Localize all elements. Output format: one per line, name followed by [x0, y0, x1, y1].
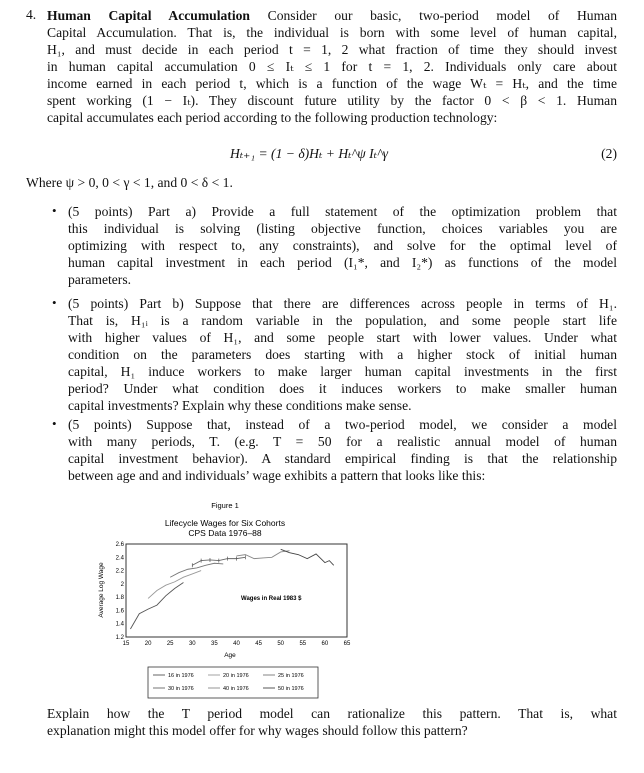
intro-line: Capital Accumulation. That is, the individual is born with some level of human capital,: [47, 25, 617, 40]
x-axis-label: Age: [224, 652, 236, 659]
bullet-icon: •: [52, 416, 57, 431]
intro-text: Consider our basic, two-period model of Human: [267, 8, 617, 23]
where-line: Where ψ > 0, 0 < γ < 1, and 0 < δ < 1.: [26, 175, 233, 190]
legend-box: [148, 667, 318, 698]
bullet-line: period? Under what condition does it induces workers to make smaller human: [68, 381, 617, 396]
x-tick-label: 30: [188, 641, 196, 647]
legend-entry: 40 in 1976: [223, 686, 249, 692]
x-tick-label: 50: [277, 641, 285, 647]
bullet-line: condition on the parameters does starting with a higher stock of initial human: [68, 347, 617, 362]
closing-line: explanation might this model offer for why wages should follow this pattern?: [47, 723, 468, 738]
y-tick-label: 1.8: [115, 595, 124, 602]
bullet-line: this individual is solving (listing objective function, choices variables you are: [68, 221, 617, 236]
chart-subtitle: CPS Data 1976–88: [188, 528, 262, 538]
x-tick-label: 35: [211, 641, 218, 647]
bullet-line: (5 points) Part b) Suppose that there are differences across people in terms of H₁.: [68, 296, 617, 311]
series-line-25-in-1976: [170, 563, 223, 577]
x-tick-label: 65: [343, 641, 351, 647]
legend-entry: 25 in 1976: [278, 673, 304, 679]
bullet-line: That is, H₁ᵢ is a random variable in the population, and some people start life: [68, 313, 617, 328]
bullet-line: parameters.: [68, 272, 132, 287]
bullet-line: with many periods, T. (e.g. T = 50 for a realistic annual model of human: [68, 434, 617, 449]
y-tick-label: 2.4: [115, 555, 124, 562]
problem-title: Human Capital Accumulation: [47, 8, 250, 23]
bullet-line: optimizing with respect to, any constraints), and solve for the optimal level of: [68, 238, 617, 253]
x-tick-label: 15: [122, 641, 130, 647]
bullet-part-c: [52, 416, 617, 484]
equation-number: (2): [601, 146, 617, 161]
bullet-line: human capital investment in each period (I₁*, and I₂*) as functions of the model: [68, 255, 617, 270]
bullet-line: capital, H₁ induce workers to make larger human capital investments in the first: [68, 364, 617, 379]
bullet-line: between age and and individuals’ wage exhibits a pattern that looks like this:: [68, 468, 486, 483]
closing-question: [47, 705, 617, 739]
lifecycle-wage-figure: [0, 492, 644, 704]
bullet-part-a: [52, 203, 617, 288]
legend-entry: 20 in 1976: [223, 673, 249, 679]
legend-entry: 30 in 1976: [168, 686, 194, 692]
intro-line: H₁, and must decide in each period t = 1, 2 what fraction of time they should invest: [47, 42, 617, 57]
bullet-icon: •: [52, 203, 57, 218]
y-tick-label: 1.6: [115, 608, 124, 615]
x-tick-label: 40: [233, 641, 240, 647]
intro-line-first: [47, 7, 617, 24]
bullet-line: with higher values of H₁, and some people start with lower values. Under what: [68, 330, 617, 345]
x-tick-label: 55: [299, 641, 307, 647]
bullet-line: capital investments? Explain why these conditions make sense.: [68, 398, 412, 413]
y-tick-label: 2.6: [115, 542, 124, 548]
figure-label: Figure 1: [211, 501, 239, 510]
y-tick-label: 1.2: [115, 635, 124, 641]
y-tick-label: 1.4: [115, 621, 124, 628]
series-line-50-in-1976: [281, 549, 334, 565]
legend-entry: 16 in 1976: [168, 673, 194, 679]
bullet-line: capital investment behavior). A standard empirical finding is that the relationship: [68, 451, 617, 466]
y-tick-label: 2: [120, 581, 124, 588]
x-tick-label: 25: [166, 641, 174, 647]
intro-line: income earned in each period t, which is a function of the wage Wₜ = Hₜ, and the time: [47, 76, 617, 91]
y-axis-label: Average Log Wage: [98, 562, 105, 618]
plot-area: [116, 542, 351, 647]
intro-line: spent working (1 − Iₜ). They discount future utility by the factor 0 < β < 1. Human: [47, 93, 617, 108]
y-tick-label: 2.2: [115, 568, 124, 575]
legend: [153, 673, 304, 692]
bullet-icon: •: [52, 295, 57, 310]
legend-entry: 50 in 1976: [278, 686, 304, 692]
x-tick-label: 60: [321, 641, 329, 647]
intro-line: in human capital accumulation 0 ≤ Iₜ ≤ 1 for t = 1, 2. Individuals only care about: [47, 59, 617, 74]
x-tick-label: 20: [144, 641, 152, 647]
equation: Hₜ₊₁ = (1 − δ)Hₜ + Hₜ^ψ Iₜ^γ: [230, 146, 389, 161]
bullet-line: (5 points) Part a) Provide a full statement of the optimization problem that: [68, 204, 617, 219]
closing-line: Explain how the T period model can rationalize this pattern. That is, what: [47, 706, 617, 721]
bullet-part-b: [52, 295, 617, 414]
chart-annotation: Wages in Real 1983 $: [241, 596, 302, 602]
chart-title: Lifecycle Wages for Six Cohorts: [164, 518, 286, 528]
intro-line: capital accumulates each period according to the following production technology:: [47, 110, 498, 125]
x-tick-label: 45: [255, 641, 262, 647]
problem-intro: [47, 7, 617, 126]
series-line-16-in-1976: [130, 583, 183, 630]
bullet-line: (5 points) Suppose that, instead of a two-period model, we consider a model: [68, 417, 617, 432]
problem-number: 4.: [26, 7, 37, 22]
